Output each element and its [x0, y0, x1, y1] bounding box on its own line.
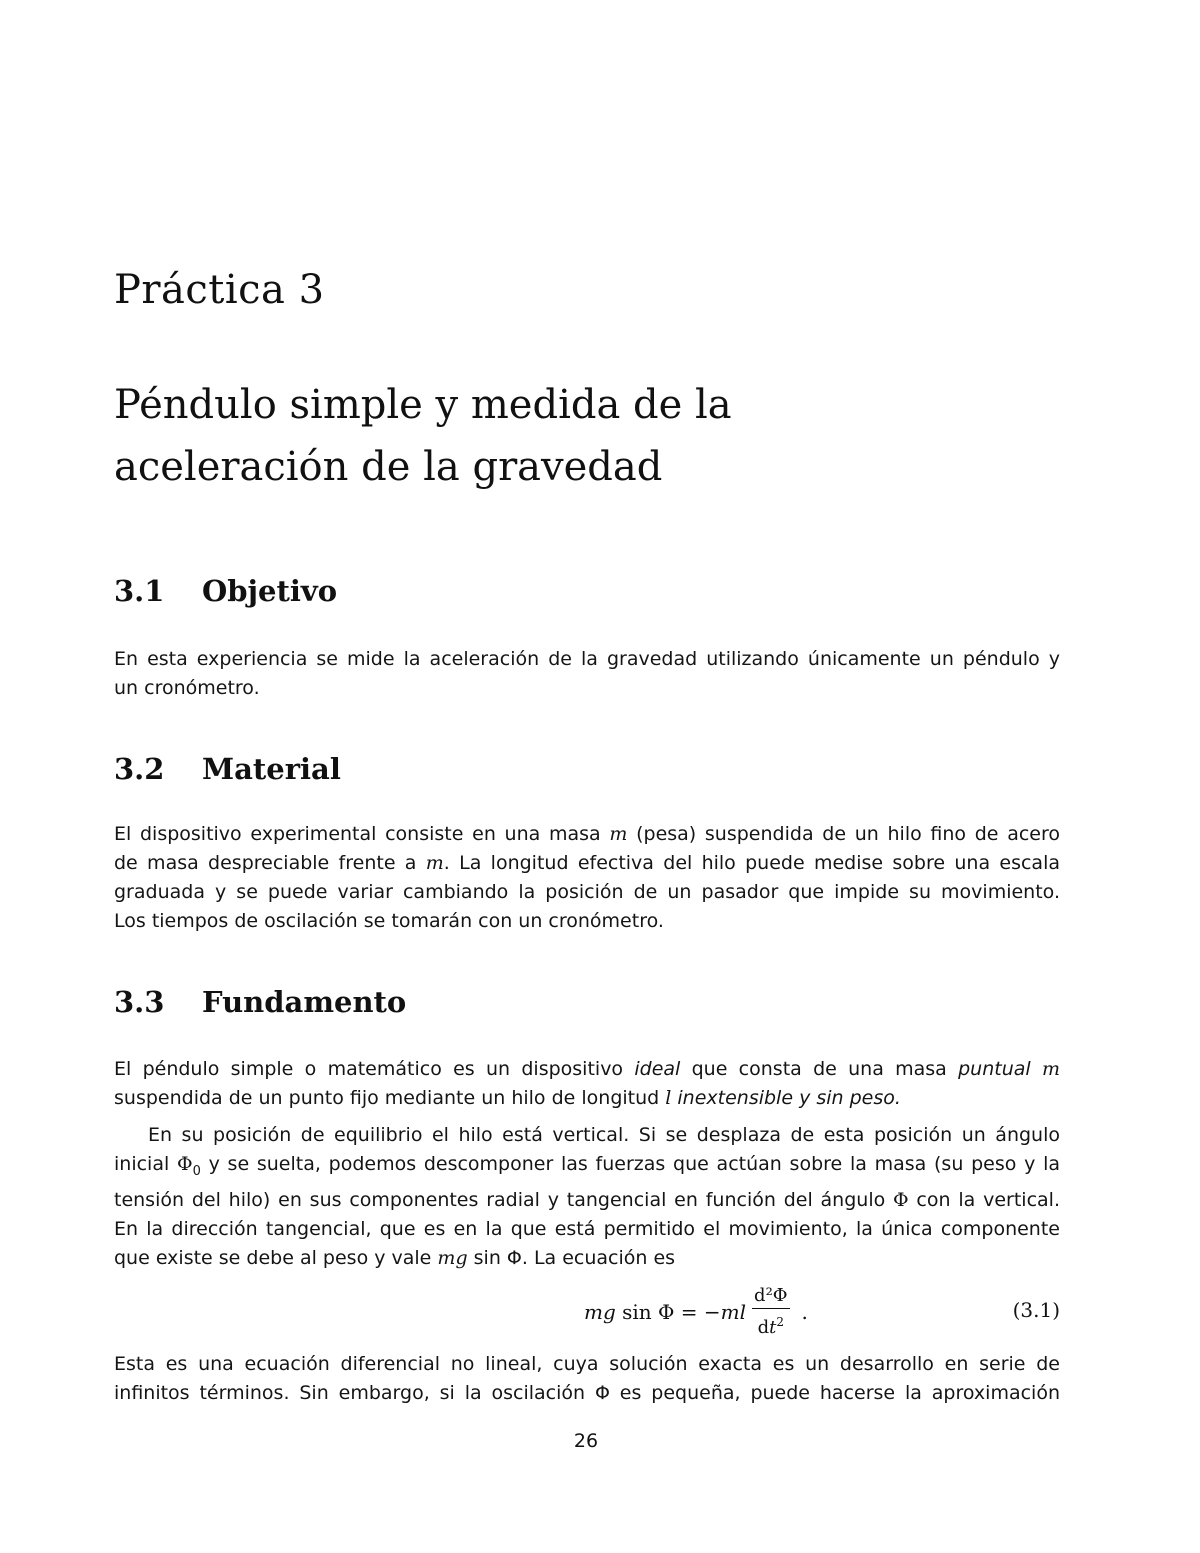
paragraph-fundamento-3 — [114, 1350, 1060, 1408]
emphasis-text: puntual — [958, 1058, 1031, 1080]
emphasis-text: ideal — [634, 1058, 681, 1080]
equation-body — [584, 1282, 808, 1342]
text-run: . La longitud efectiva del hilo puede medise sobre una escala — [443, 852, 1060, 874]
math-symbol: Φ — [176, 1153, 193, 1175]
text-line: En su posición de equilibrio el hilo está vertical. Si se desplaza de esta posición un ángulo — [148, 1124, 1060, 1146]
page-number: 26 — [573, 1430, 599, 1452]
text-run: y se suelta, podemos descomponer las fuerzas que actúan sobre la masa (su peso y la — [200, 1153, 1060, 1175]
section-title: Fundamento — [202, 985, 407, 1019]
text-line: En la dirección tangencial, que es en la que está permitido el movimiento, la única componente — [114, 1217, 1060, 1240]
text-line: Los tiempos de oscilación se tomarán con un cronómetro. — [114, 910, 664, 932]
text-line — [114, 849, 1060, 878]
paragraph-material — [114, 820, 1060, 936]
text-run: que consta de una masa — [680, 1058, 959, 1080]
chapter-title-line2: aceleración de la gravedad — [114, 444, 663, 490]
math-symbol: m — [609, 823, 628, 845]
section-title: Objetivo — [202, 574, 338, 608]
text-run: tensión del hilo) en sus componentes radial y tangencial en función del ángulo — [114, 1188, 894, 1211]
paragraph-fundamento-1 — [114, 1055, 1060, 1113]
text-run: El dispositivo experimental consiste en una masa — [114, 823, 610, 845]
text-run: (pesa) suspendida de un hilo fino de acero — [627, 823, 1060, 845]
section-heading-material — [114, 752, 341, 786]
text-run: inicial — [114, 1153, 177, 1175]
math-symbol: m — [1030, 1058, 1060, 1080]
text-line — [114, 1084, 1060, 1113]
text-line — [114, 820, 1060, 849]
math-subscript: 0 — [192, 1163, 201, 1179]
equation-number: (3.1) — [1012, 1298, 1060, 1322]
text-line: graduada y se puede variar cambiando la posición de un pasador que impide su movimiento. — [114, 881, 1060, 903]
equation-3-1 — [114, 1282, 1060, 1342]
section-title: Material — [202, 752, 341, 786]
section-number: 3.3 — [114, 985, 165, 1019]
math-operator: sin Φ = − — [615, 1300, 721, 1324]
chapter-label: Práctica 3 — [114, 267, 325, 313]
chapter-title — [114, 374, 1074, 498]
section-heading-fundamento — [114, 985, 406, 1019]
text-run: sin Φ. La ecuación es — [467, 1246, 676, 1269]
text-line — [114, 1244, 1060, 1273]
section-number: 3.1 — [114, 574, 165, 608]
math-punctuation: . — [801, 1300, 808, 1324]
math-symbol: ml — [720, 1300, 747, 1324]
text-line — [114, 1150, 1060, 1186]
section-heading-objetivo — [114, 574, 337, 608]
text-line — [114, 1055, 1060, 1084]
fraction-denominator — [758, 1309, 784, 1341]
fraction — [752, 1284, 790, 1341]
emphasis-text: inextensible y sin peso. — [671, 1087, 901, 1109]
math-symbol: t — [769, 1316, 777, 1338]
text-line: un cronómetro. — [114, 677, 260, 699]
text-line — [114, 1186, 1060, 1215]
math-symbol: d — [757, 1316, 770, 1338]
text-run: con la vertical. — [908, 1188, 1060, 1211]
math-symbol: l — [665, 1087, 672, 1109]
math-superscript: 2 — [776, 1314, 784, 1329]
text-run: de masa despreciable frente a — [114, 852, 426, 874]
text-line: En esta experiencia se mide la aceleración de la gravedad utilizando únicamente un péndulo y — [114, 648, 1060, 670]
text-line: Esta es una ecuación diferencial no lineal, cuya solución exacta es un desarrollo en serie de — [114, 1353, 1060, 1375]
text-line: infinitos términos. Sin embargo, si la oscilación Φ es pequeña, puede hacerse la aproximación — [114, 1382, 1060, 1404]
text-run: suspendida de un punto fijo mediante un hilo de longitud — [114, 1087, 666, 1109]
text-run: El péndulo simple o matemático es un dispositivo — [114, 1058, 635, 1080]
paragraph-objetivo — [114, 645, 1060, 703]
chapter-title-line1: Péndulo simple y medida de la — [114, 382, 732, 428]
text-run: que existe se debe al peso y vale — [114, 1246, 438, 1269]
section-number: 3.2 — [114, 752, 165, 786]
math-symbol: Φ — [893, 1188, 909, 1211]
math-symbol: mg — [584, 1300, 616, 1324]
math-symbol: m — [425, 852, 444, 874]
fraction-numerator: d²Φ — [752, 1284, 790, 1309]
paragraph-fundamento-2 — [114, 1121, 1060, 1273]
math-symbol: mg — [437, 1246, 468, 1269]
